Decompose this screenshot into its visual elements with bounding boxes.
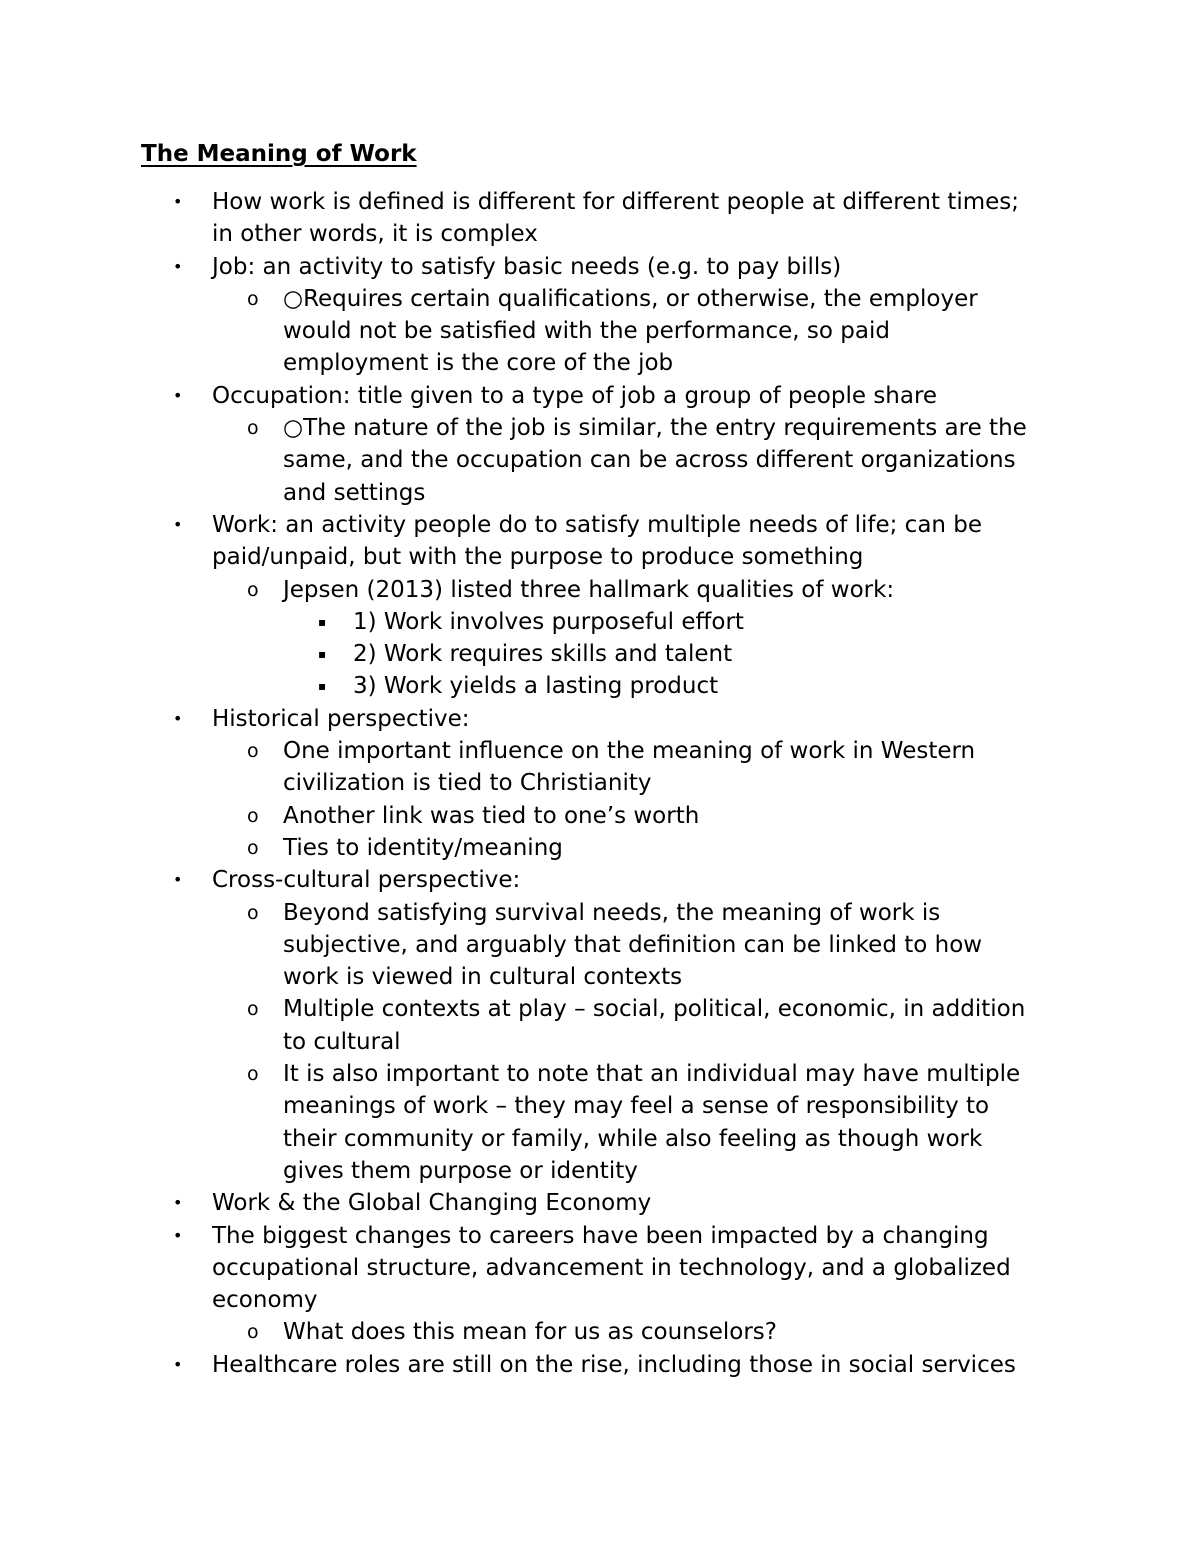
list-item-text: Work & the Global Changing Economy xyxy=(212,1190,652,1217)
square-bullet-icon: ▪ xyxy=(318,679,327,694)
list-item-text: Ties to identity/meaning xyxy=(283,834,563,861)
page-title: The Meaning of Work xyxy=(141,141,417,167)
list-item xyxy=(0,1316,1200,1348)
bullet-icon: • xyxy=(173,192,183,211)
circle-bullet-icon: o xyxy=(247,1321,259,1344)
list-item-text: work is viewed in cultural contexts xyxy=(283,964,683,991)
list-item xyxy=(0,218,1200,250)
list-item xyxy=(0,670,1200,702)
list-item xyxy=(0,477,1200,509)
circle-bullet-icon: o xyxy=(247,287,259,310)
list-item xyxy=(0,1026,1200,1058)
list-item xyxy=(0,800,1200,832)
list-item xyxy=(0,735,1200,767)
list-item xyxy=(0,961,1200,993)
outline-list xyxy=(0,186,1200,1381)
list-item xyxy=(0,444,1200,476)
list-item xyxy=(0,412,1200,444)
list-item xyxy=(0,574,1200,606)
list-item xyxy=(0,993,1200,1025)
list-item-text: Work: an activity people do to satisfy multiple needs of life; can be xyxy=(212,511,983,538)
list-item-text: Another link was tied to one’s worth xyxy=(283,802,700,829)
list-item xyxy=(0,1284,1200,1316)
list-item-text: 3) Work yields a lasting product xyxy=(353,673,719,700)
list-item-text: ○The nature of the job is similar, the entry requirements are the xyxy=(283,415,1027,442)
list-item-text: Occupation: title given to a type of job a group of people share xyxy=(212,382,938,409)
list-item xyxy=(0,1123,1200,1155)
list-item-text: Beyond satisfying survival needs, the meaning of work is xyxy=(283,899,941,926)
list-item-text: subjective, and arguably that definition can be linked to how xyxy=(283,931,983,958)
list-item-text: would not be satisfied with the performance, so paid xyxy=(283,318,890,345)
list-item-text: Jepsen (2013) listed three hallmark qualities of work: xyxy=(283,576,895,603)
list-item xyxy=(0,283,1200,315)
list-item-text: Healthcare roles are still on the rise, including those in social services xyxy=(212,1351,1016,1378)
bullet-icon: • xyxy=(173,708,183,728)
list-item xyxy=(0,541,1200,573)
square-bullet-icon: ▪ xyxy=(318,647,327,662)
list-item xyxy=(0,1349,1200,1381)
list-item-text: Multiple contexts at play – social, political, economic, in addition xyxy=(283,996,1026,1023)
list-item-text: employment is the core of the job xyxy=(283,350,674,377)
bullet-icon: • xyxy=(173,514,183,534)
list-item-text: paid/unpaid, but with the purpose to produce something xyxy=(212,544,864,571)
list-item-text: in other words, it is complex xyxy=(212,221,538,248)
list-item-text: meanings of work – they may feel a sense of responsibility to xyxy=(283,1093,990,1120)
list-item xyxy=(0,186,1200,218)
bullet-icon: • xyxy=(173,1193,183,1213)
list-item-text: ○Requires certain qualifications, or otherwise, the employer xyxy=(283,285,978,312)
list-item-text: What does this mean for us as counselors? xyxy=(283,1319,777,1346)
bullet-icon: • xyxy=(173,385,183,405)
list-item-text: Cross-cultural perspective: xyxy=(212,867,521,894)
list-item-text: How work is defined is different for different people at different times; xyxy=(212,189,1020,215)
list-item xyxy=(0,380,1200,412)
list-item xyxy=(0,251,1200,283)
list-item xyxy=(0,832,1200,864)
circle-bullet-icon: o xyxy=(247,740,259,763)
list-item xyxy=(0,767,1200,799)
list-item xyxy=(0,638,1200,670)
circle-bullet-icon: o xyxy=(247,998,259,1021)
bullet-icon: • xyxy=(173,1354,183,1374)
list-item-text: Historical perspective: xyxy=(212,705,470,732)
list-item-text: gives them purpose or identity xyxy=(283,1157,638,1184)
list-item xyxy=(0,897,1200,929)
square-bullet-icon: ▪ xyxy=(318,614,327,629)
list-item-text: The biggest changes to careers have been impacted by a changing xyxy=(212,1222,989,1249)
list-item-text: occupational structure, advancement in technology, and a globalized xyxy=(212,1254,1011,1281)
list-item xyxy=(0,606,1200,638)
list-item-text: their community or family, while also feeling as though work xyxy=(283,1125,983,1152)
list-item-text: economy xyxy=(212,1287,318,1314)
bullet-icon: • xyxy=(173,870,183,890)
list-item-text: same, and the occupation can be across different organizations xyxy=(283,447,1016,474)
bullet-icon: • xyxy=(173,1225,183,1245)
list-item xyxy=(0,1090,1200,1122)
list-item xyxy=(0,1252,1200,1284)
list-item-text: It is also important to note that an individual may have multiple xyxy=(283,1061,1021,1088)
list-item-text: Job: an activity to satisfy basic needs (e.g. to pay bills) xyxy=(212,253,842,280)
circle-bullet-icon: o xyxy=(247,417,259,440)
list-item xyxy=(0,509,1200,541)
list-item xyxy=(0,1155,1200,1187)
circle-bullet-icon: o xyxy=(247,1063,259,1086)
list-item xyxy=(0,929,1200,961)
circle-bullet-icon: o xyxy=(247,836,259,859)
list-item xyxy=(0,315,1200,347)
list-item xyxy=(0,347,1200,379)
list-item-text: civilization is tied to Christianity xyxy=(283,770,652,797)
list-item xyxy=(0,1220,1200,1252)
bullet-icon: • xyxy=(173,256,183,276)
list-item-text: and settings xyxy=(283,479,426,506)
list-item-text: 2) Work requires skills and talent xyxy=(353,641,733,668)
list-item-text: to cultural xyxy=(283,1028,401,1055)
circle-bullet-icon: o xyxy=(247,804,259,827)
circle-bullet-icon: o xyxy=(247,901,259,924)
list-item xyxy=(0,1058,1200,1090)
circle-bullet-icon: o xyxy=(247,578,259,601)
list-item xyxy=(0,1187,1200,1219)
list-item-text: One important influence on the meaning of work in Western xyxy=(283,738,976,765)
list-item-text: 1) Work involves purposeful effort xyxy=(353,608,744,635)
list-item xyxy=(0,864,1200,896)
list-item xyxy=(0,703,1200,735)
